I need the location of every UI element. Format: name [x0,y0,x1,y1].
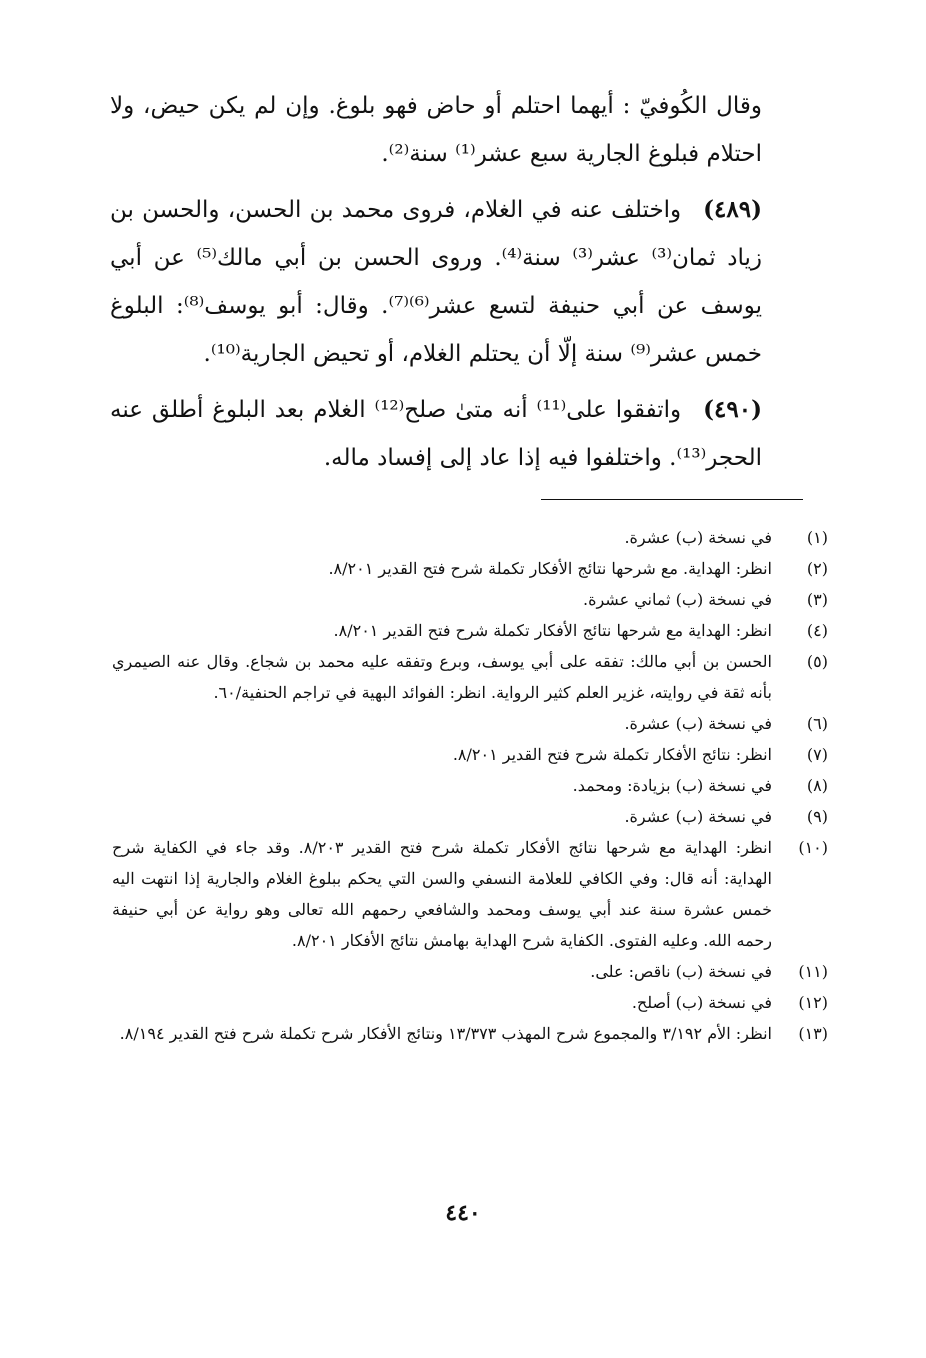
paragraph-490-text: واتفقوا على⁽¹¹⁾ أنه متىٰ صلح⁽¹²⁾ الغلام بعد البلوغ أطلق عنه الحجر⁽¹³⁾. واختلفوا فيه إذا عاد إلى إفساد ماله. [110,397,762,471]
footnote-number: (٣) [806,590,828,609]
paragraph-1 [110,82,804,178]
footnote-number: (١٢) [798,993,828,1012]
paragraph-489-text: واختلف عنه في الغلام، فروى محمد بن الحسن، والحسن بن زياد ثمان⁽³⁾ عشر⁽³⁾ سنة⁽⁴⁾. وروى الحسن بن أبي مالك⁽⁵⁾ عن أبي يوسف عن أبي حنيفة لتسع عشر⁽⁶⁾⁽⁷⁾. وقال: أبو يوسف⁽⁸⁾: البلوغ خمس عشر⁽⁹⁾ سنة إلّا أن يحتلم الغلام، أو تحيض الجارية⁽¹⁰⁾. [110,197,762,367]
paragraph-number-490: (٤٩٠) [703,396,762,423]
footnotes [112,522,828,1049]
page-number: ٤٤٠ [445,1200,481,1226]
footnote-2 [112,553,828,584]
footnote-text: الحسن بن أبي مالك: تفقه على أبي يوسف، وبرع وتفقه عليه محمد بن شجاع. وقال عنه الصيمري بأنه ثقة في روايته، غزير العلم كثير الرواية. انظر: الفوائد البهية في تراجم الحنفية/٦٠. [112,652,772,702]
footnote-number: (١١) [798,962,828,981]
footnote-11 [112,956,828,987]
footnote-number: (٥) [806,652,828,671]
paragraph-number-489: (٤٨٩) [703,196,762,223]
footnote-text: في نسخة (ب) أصلح. [631,993,772,1012]
footnote-text: في نسخة (ب) عشرة. [624,714,772,733]
footnote-3 [112,584,828,615]
paragraph-490 [110,386,804,482]
footnote-number: (٧) [806,745,828,764]
footnote-12 [112,987,828,1018]
footnote-8 [112,770,828,801]
footnote-number: (٩) [806,807,828,826]
footnote-number: (١٠) [798,838,828,857]
footnote-9 [112,801,828,832]
footnote-text: انظر: الهداية مع شرحها نتائج الأفكار تكملة شرح فتح القدير ٨/٢٠٣. وقد جاء في الكفاية شرح الهداية: أنه قال: وفي الكافي للعلامة النسفي والسن التي يحكم ببلوغ الغلام والجارية إذا انتهت اليه خمس عشرة سنة عند أبي يوسف ومحمد والشافعي رحمهم الله تعالى وهو رواية عن أبي حنيفة رحمه الله. وعليه الفتوى. الكفاية شرح الهداية بهامش نتائج الأفكار ٨/٢٠١. [112,838,773,950]
main-text [110,82,804,490]
footnote-text: في نسخة (ب) عشرة. [624,807,772,826]
footnote-number: (١٣) [798,1024,828,1043]
footnote-6 [112,708,828,739]
footnote-divider [541,499,803,500]
footnote-text: انظر: الأم ٣/١٩٢ والمجموع شرح المهذب ١٣/٣٧٣ ونتائج الأفكار شرح تكملة شرح فتح القدير ٨/١٩٤. [119,1024,772,1043]
footnote-text: في نسخة (ب) ثماني عشرة. [583,590,772,609]
paragraph-1-text: وقال الكُوفيّ : أيهما احتلم أو حاض فهو بلوغ. وإن لم يكن حيض، ولا احتلام فبلوغ الجارية سبع عشر⁽¹⁾ سنة⁽²⁾. [110,93,762,167]
footnote-number: (١) [806,528,828,547]
footnote-text: انظر: الهداية مع شرحها نتائج الأفكار تكملة شرح فتح القدير ٨/٢٠١. [333,621,772,640]
footnote-number: (٤) [806,621,828,640]
footnote-5 [112,646,828,708]
footnote-number: (٦) [806,714,828,733]
footnote-number: (٨) [806,776,828,795]
footnote-1 [112,522,828,553]
footnote-13 [112,1018,828,1049]
footnote-text: في نسخة (ب) ناقص: على. [590,962,772,981]
footnote-4 [112,615,828,646]
paragraph-489 [110,186,804,378]
footnote-text: في نسخة (ب) عشرة. [624,528,772,547]
footnote-10 [112,832,828,956]
footnote-7 [112,739,828,770]
footnote-text: في نسخة (ب) بزيادة: ومحمد. [572,776,772,795]
footnote-text: انظر: نتائج الأفكار تكملة شرح فتح القدير ٨/٢٠١. [452,745,772,764]
footnote-text: انظر: الهداية. مع شرحها نتائج الأفكار تكملة شرح فتح القدير ٨/٢٠١. [328,559,772,578]
footnote-number: (٢) [806,559,828,578]
